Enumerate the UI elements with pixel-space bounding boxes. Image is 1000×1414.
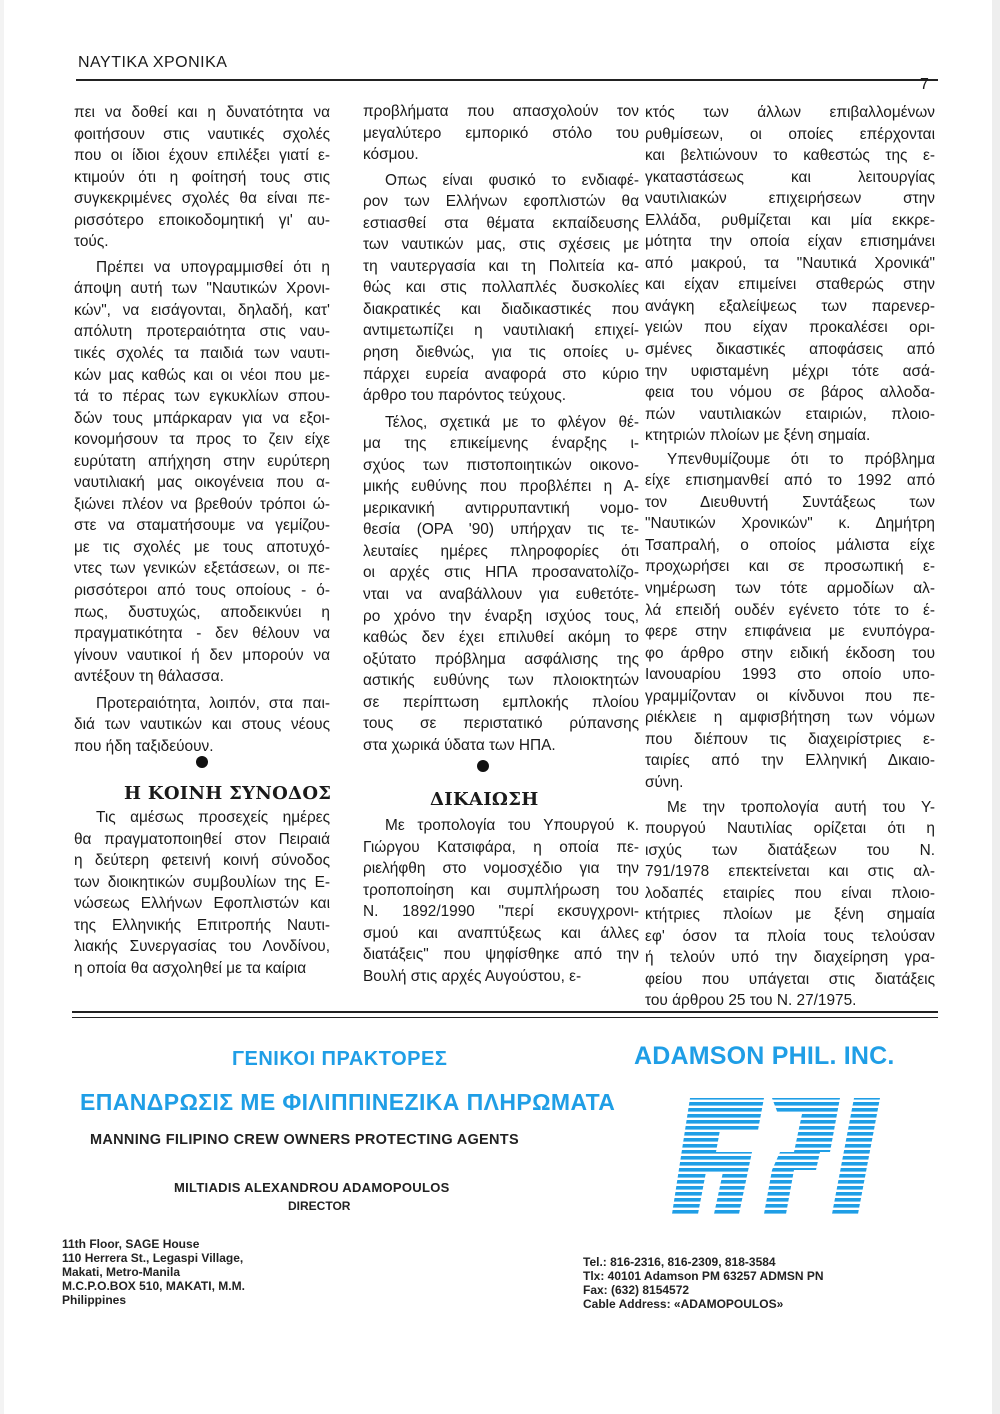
text-line: ριέκλειε η αμφισβήτηση των νόμων (645, 709, 935, 727)
text-line: κτιμούν ότι η φοίτησή τους στις (74, 168, 330, 186)
text-line: πών ναυτιλιακών εταιριών, πλοιο- (645, 405, 935, 423)
text-line: τροποποίηση και συμπλήρωση του (363, 881, 639, 899)
text-line: από μακρού, τα "Ναυτικά Χρονικά" (645, 254, 935, 272)
page-number: 7 (920, 76, 929, 93)
text-line: μα της επικείμενης έναρξης ι- (363, 435, 639, 453)
text-line: Γιώργου Κατσιφάρα, η οποία πε- (363, 838, 639, 856)
text-line: λά επειδή ουδέν εγένετο τότε το έ- (645, 601, 935, 619)
text-line: Πρέπει να υπογραμμισθεί ότι η (96, 258, 330, 276)
text-line: οι αρχές στις ΗΠΑ προσανατολίζο- (363, 564, 639, 582)
text-line: "Ναυτικών Χρονικών" κ. Δημήτρη (645, 515, 935, 533)
text-line: διακρατικές και διαδικαστικές που (363, 300, 639, 318)
text-line: Προτεραιότητα, λοιπόν, στα παι- (96, 694, 330, 712)
text-line: κτός των άλλων επιβαλλομένων (645, 104, 935, 121)
text-line: ή τελούν υπό την διαχείρηση γρα- (645, 949, 935, 967)
text-line: Tel.: 816-2316, 816-2309, 818-3584 (583, 1255, 776, 1269)
text-line: την υφισταμένη μέχρι τότε ασά- (645, 362, 935, 380)
text-line: ναυτιλιακών επιχειρήσεων στην (645, 190, 935, 208)
paragraph (363, 815, 639, 987)
text-line: φο άρθρο στην ειδική έκδοση του (645, 644, 935, 662)
text-line: με τις σχολές με τους αποτυχό- (74, 538, 330, 556)
ad-manning-english: MANNING FILIPINO CREW OWNERS PROTECTING AGENTS (90, 1132, 519, 1148)
text-line: λιακής Συνεργασίας του Λονδίνου, (74, 938, 330, 956)
text-line: σχύος των πιστοποιητικών οικονο- (363, 456, 639, 474)
section-bullet (196, 756, 208, 768)
footer-rule (72, 1017, 938, 1018)
text-line: αστικής ευθύνης των πλοιοκτητών (363, 672, 639, 690)
text-line: Υπενθυμίζουμε ότι το πρόβλημα (667, 450, 935, 468)
text-line: κτήτριες πλοίων με ξένη σημαία (645, 906, 935, 924)
text-line: Τέλος, σχετικά με το φλέγον θέ- (385, 413, 639, 431)
text-line: οξύτατο πρόβλημα ασφάλισης της (363, 650, 639, 668)
text-line: σμένες δικαστικές αποφάσεις από (645, 341, 935, 359)
text-line: σε περίπτωση εμπλοκής πλοίου (363, 693, 639, 711)
ad-director-name: MILTIADIS ALEXANDROU ADAMOPOULOS (174, 1180, 450, 1195)
text-line: ανάγκη εξαλείψεως των παρενερ- (645, 297, 935, 315)
text-line: τους σε περιστατικό ρύπανσης (363, 715, 639, 733)
paragraph (645, 102, 935, 447)
text-line: προχωρήσει και σε προσωπική ε- (645, 558, 935, 576)
scan-left-edge (0, 0, 4, 1414)
text-line: δών τους μπάρκαραν για να εξοι- (74, 409, 330, 427)
text-line: γίνουν ναυτικοί ή δεν μπορούν να (74, 646, 330, 664)
text-line: Tlx: 40101 Adamson PM 63257 ADMSN PN (583, 1269, 824, 1283)
text-line: φείου που υπάγεται στις διατάξεις (645, 970, 935, 988)
paragraph (363, 412, 639, 757)
text-line: πουργού Ναυτιλίας ορίζεται ότι η (645, 820, 935, 838)
text-line: μικής ευθύνης που προβλέπει η Α- (363, 478, 639, 496)
text-line: καθώς δεν έχει επιλυθεί ακόμη το (363, 629, 639, 647)
text-line: άποψη αυτή των "Ναυτικών Χρονι- (74, 280, 330, 298)
text-line: και βελτιώνουν το καθεστώς της ε- (645, 147, 935, 165)
text-line: 11th Floor, SAGE House (62, 1237, 200, 1251)
text-line: λευταίες ημέρες πληροφορίες ότι (363, 542, 639, 560)
text-line: Cable Address: «ADAMOPOULOS» (583, 1297, 784, 1311)
text-line: φοιτήσουν στις ναυτικές σχολές (74, 125, 330, 143)
paragraph (363, 170, 639, 407)
ad-company-name: ADAMSON PHIL. INC. (634, 1042, 895, 1070)
text-line: ρισσότεροι από τους οποίους - ό- (74, 582, 330, 600)
text-line: η οποία θα ασχοληθεί με τα καίρια (74, 959, 307, 977)
text-line: προβλήματα που απασχολούν τον (363, 103, 639, 120)
text-line: νώσεως Ελλήνων Εφοπλιστών και (74, 895, 330, 913)
text-line: ταιρίες από την Ελληνική Δικαιο- (645, 752, 935, 770)
text-line: θώς και στις πολλαπλές δυσκολίες (363, 279, 639, 297)
text-line: τον Διευθυντή Συντάξεως των (645, 493, 935, 511)
text-line: τη ναυτεργασία και τη Πολιτεία κα- (363, 257, 639, 275)
text-line: M.C.P.O.BOX 510, MAKATI, M.M. (62, 1279, 245, 1293)
text-line: κτητριών πλοίων με ξένη σημαία. (645, 427, 871, 445)
text-line: μότητα την οποία είχαν επισημάνει (645, 233, 935, 251)
text-line: Ιανουαρίου 1993 στο οποίο υπο- (645, 666, 935, 684)
text-line: ριελήφθη στο νομοσχέδιο για την (363, 860, 639, 878)
paragraph (645, 797, 935, 1012)
article-column-3 (645, 102, 935, 1012)
text-line: Τις αμέσως προσεχείς ημέρες (96, 809, 330, 826)
text-line: του άρθρου 25 του Ν. 27/1975. (645, 992, 857, 1010)
text-line: Ελλάδα, ρυθμίζεται και μία εκκρε- (645, 211, 935, 229)
text-line: που οι ίδιοι έχουν επιλέξει γιατί ε- (74, 147, 330, 165)
text-line: Με τροπολογία του Υπουργού κ. (385, 817, 639, 834)
text-line: Οπως είναι φυσικό το ενδιαφέ- (385, 171, 639, 189)
text-line: τικές σχολές τα παιδιά των ναυτι- (74, 345, 330, 363)
text-line: πει να δοθεί και η δυνατότητα να (74, 104, 330, 121)
text-line: κών μας καθώς και οι νέοι που με- (74, 366, 330, 384)
paragraph (74, 102, 330, 253)
footer-rule (72, 1011, 938, 1013)
text-line: Fax: (632) 8154572 (583, 1283, 690, 1297)
text-line: που ήδη ταξιδεύουν. (74, 737, 214, 755)
text-line: ρο χρόνο την έναρξη ισχύος τους, (363, 607, 639, 625)
text-line: κονομήσουν τα προς το ζειν είχε (74, 431, 330, 449)
section-heading-justification: ΔΙΚΑΙΩΣΗ (430, 789, 539, 810)
ad-address (62, 1237, 245, 1307)
paragraph (74, 257, 330, 688)
text-line: γραμμίζονταν οι κίνδυνοι που πε- (645, 687, 935, 705)
text-line: συγκεκριμένες σχολές θα είναι πε- (74, 190, 330, 208)
text-line: σύνη. (645, 773, 684, 791)
text-line: πάρχει ευρεία αναφορά στο κύριο (363, 365, 639, 383)
text-line: αντιμετωπίζει η ναυτιλιακή επιχεί- (363, 322, 639, 340)
text-line: φεια του νόμου σε βάρος αλλοδα- (645, 384, 935, 402)
section-heading-common-session: Η ΚΟΙΝΗ ΣΥΝΟΔΟΣ (124, 783, 332, 804)
text-line: γειών που είχαν προκαλέσει ορι- (645, 319, 935, 337)
ad-contact (583, 1255, 824, 1311)
ad-manning-greek: ΕΠΑΝΔΡΩΣΙΣ ΜΕ ΦΙΛΙΠΠΙΝΕΖΙΚΑ ΠΛΗΡΩΜΑΤΑ (80, 1089, 616, 1115)
text-line: πως, δυστυχώς, αποδεικνύει η (74, 603, 330, 621)
text-line: στε να σταματήσουμε να γεμίζου- (74, 517, 330, 535)
scan-right-edge (992, 0, 1000, 1414)
text-line: κών", να εισάγονται, δηλαδή, κατ' (74, 301, 330, 319)
text-line: ρηση διεθνώς, για τις οποίες υ- (363, 344, 639, 362)
section-bullet (477, 760, 489, 772)
text-line: κόσμου. (363, 146, 419, 164)
article-column-1-bottom (74, 807, 330, 979)
header-rule (76, 79, 938, 81)
text-line: αντέξουν τη θάλασσα. (74, 668, 224, 686)
text-line: μεγαλύτερο εμπορικό στόλο του (363, 124, 639, 142)
text-line: θα πραγματοποιηθεί στον Πειραιά (74, 830, 330, 848)
text-line: ντες των γενικών εξετάσεων, οι πε- (74, 560, 330, 578)
text-line: Ν. 1892/1990 "περί εκσυγχρονι- (363, 903, 639, 921)
paragraph (645, 449, 935, 794)
text-line: των διοικητικών συμβουλίων της Ε- (74, 873, 330, 891)
article-column-2 (363, 101, 639, 756)
text-line: ρυθμίσεων, οι οποίες επέρχονται (645, 125, 935, 143)
text-line: εστιασθεί στα θέματα εκπαίδευσης (363, 214, 639, 232)
api-logo-icon (668, 1090, 888, 1222)
text-line: τά το πέρας των εγκυκλίων σπου- (74, 388, 330, 406)
text-line: στα χωρικά ύδατα των ΗΠΑ. (363, 736, 556, 754)
text-line: ευρύτατη απήχηση στην ευρύτερη (74, 452, 330, 470)
text-line: των ναυτικών μας, στις σχέσεις με (363, 236, 639, 254)
text-line: πραγματικότητα - δεν θέλουν να (74, 625, 330, 643)
text-line: η δεύτερη φετεινή κοινή σύνοδος (74, 852, 330, 870)
text-line: Philippines (62, 1293, 127, 1307)
magazine-title: ΝΑΥΤΙΚΑ ΧΡΟΝΙΚΑ (78, 54, 228, 71)
text-line: απόλυτη προτεραιότητα στις ναυ- (74, 323, 330, 341)
text-line: ισχύς των διατάξεων του Ν. (645, 841, 935, 859)
text-line: νται να αναβάλλουν για ευθετότε- (363, 586, 639, 604)
text-line: γκαταστάσεως και λειτουργίας (645, 168, 935, 186)
text-line: διά των ναυτικών και στους νέους (74, 716, 330, 734)
text-line: 110 Herrera St., Legaspi Village, (62, 1251, 244, 1265)
text-line: Τσαπραλή, ο οποίος μάλιστα είχε (645, 536, 935, 554)
text-line: σμού και αναπτύξεως και άλλες (363, 924, 639, 942)
text-line: διατάξεις" που ψηφίσθηκε από την (363, 946, 639, 964)
ad-director-title: DIRECTOR (288, 1199, 351, 1213)
text-line: 791/1978 επεκτείνεται και στις αλ- (645, 863, 935, 881)
ad-general-agents: ΓΕΝΙΚΟΙ ΠΡΑΚΤΟΡΕΣ (232, 1048, 448, 1070)
text-line: Makati, Metro-Manila (62, 1265, 181, 1279)
text-line: είχε επισημανθεί από το 1992 από (645, 472, 935, 490)
text-line: και είχαν επιμείνει σταθερώς στην (645, 276, 935, 294)
text-line: άρθρο του παρόντος τεύχους. (363, 387, 567, 405)
text-line: Με την τροπολογία αυτή του Υ- (667, 798, 935, 816)
text-line: φερε στην επιφάνεια με ενυπόγρα- (645, 623, 935, 641)
text-line: ναυτιλιακή μας οικογένεια που α- (74, 474, 330, 492)
paragraph (363, 101, 639, 166)
text-line: ρισσότερο εποικοδομητική γι' αυ- (74, 211, 330, 229)
paragraph (74, 807, 330, 979)
text-line: τούς. (74, 233, 109, 251)
text-line: εφ' όσον τα πλοία τους τελούσαν (645, 927, 935, 945)
text-line: λοδαπές εταιρίες που είναι πλοιο- (645, 884, 935, 902)
text-line: νημέρωση των τότε αρμοδίων αλ- (645, 580, 935, 598)
text-line: ξιώνει πλέον να βρεθούν τρόποι ώ- (74, 495, 330, 513)
paragraph (74, 693, 330, 758)
text-line: μερικανική αντιρρυπαντική νομο- (363, 499, 639, 517)
article-column-2-bottom (363, 815, 639, 987)
text-line: θεσία (ΟΡΑ '90) υπήρχαν τις τε- (363, 521, 639, 539)
article-column-1 (74, 102, 330, 757)
text-line: της Ελληνικής Επιτροπής Ναυτι- (74, 916, 330, 934)
text-line: που διέπουν τις διαχειρίστριες ε- (645, 730, 935, 748)
text-line: ρον των Ελλήνων εφοπλιστών θα (363, 193, 639, 211)
text-line: Βουλή στις αρχές Αυγούστου, ε- (363, 967, 582, 985)
